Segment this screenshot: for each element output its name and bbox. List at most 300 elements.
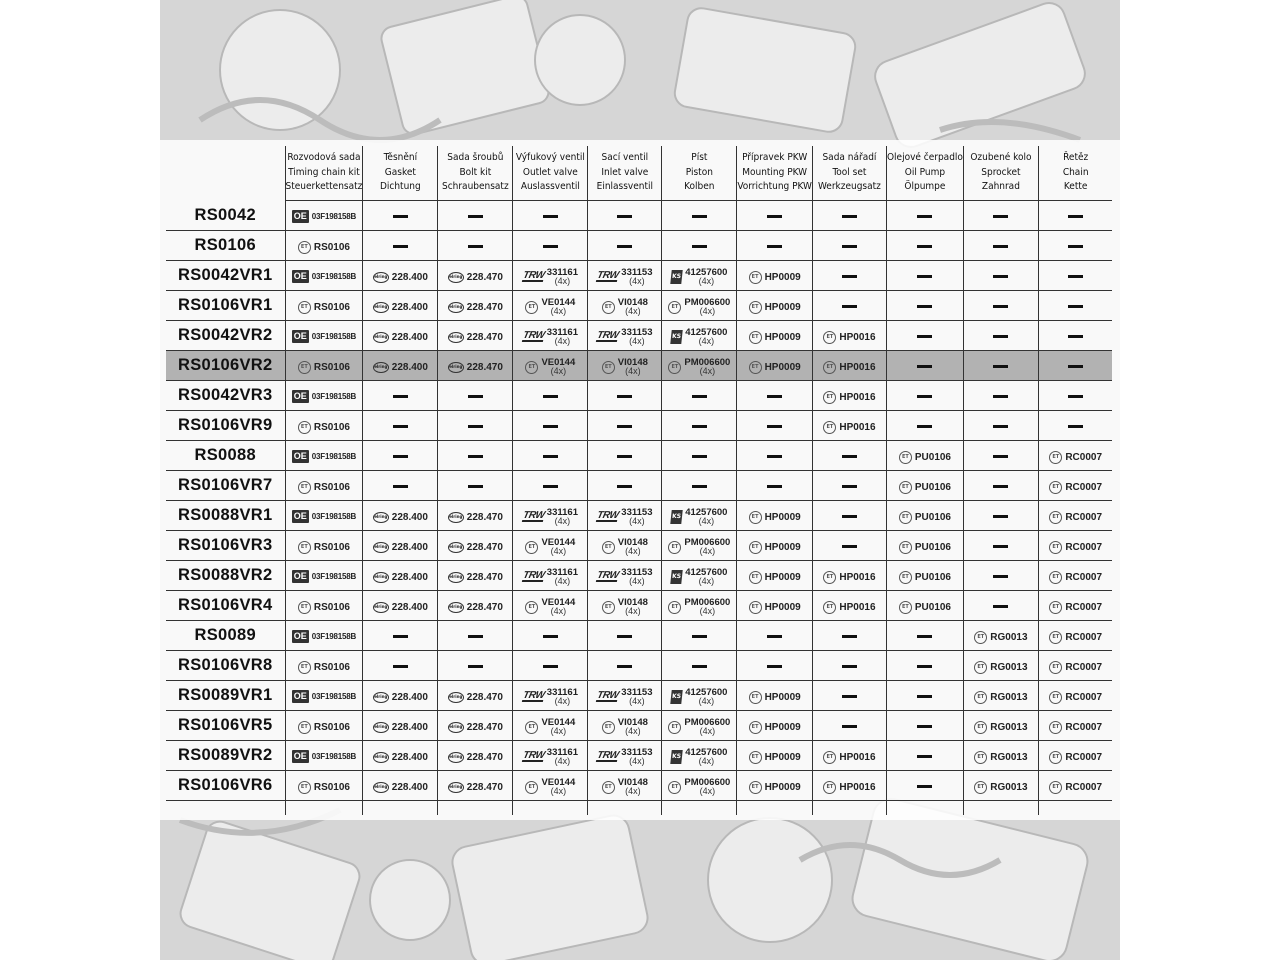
part-reference (671, 326, 727, 348)
part-number: 228.470 (466, 781, 503, 793)
part-reference (525, 296, 575, 318)
part-reference (823, 566, 875, 588)
part-cell (1038, 501, 1112, 531)
part-cell (363, 741, 438, 771)
part-cell (963, 561, 1038, 591)
tail-rule (737, 801, 813, 816)
column-header-line: Ozubené kolo (970, 152, 1032, 164)
part-cell (886, 771, 963, 801)
kit-code: RS0042 (166, 201, 285, 231)
part-cell (285, 651, 363, 681)
part-number-stack (685, 688, 727, 706)
part-reference (823, 326, 875, 348)
part-cell (438, 771, 513, 801)
part-quantity: (4x) (550, 546, 567, 557)
dash-icon (543, 665, 558, 668)
part-cell (588, 591, 662, 621)
part-quantity: (4x) (699, 726, 716, 737)
part-reference (373, 266, 428, 288)
part-cell (1038, 471, 1112, 501)
part-reference (523, 266, 578, 288)
et-logo-icon: ET (899, 451, 912, 464)
part-reference (292, 205, 356, 227)
part-cell (737, 411, 813, 441)
part-number-stack (621, 508, 652, 526)
part-reference (823, 416, 875, 438)
part-number: 331153 (621, 266, 653, 278)
part-cell (513, 621, 588, 651)
part-number: 228.470 (466, 271, 503, 283)
part-number: 331161 (546, 266, 578, 278)
part-number: HP0009 (764, 541, 801, 553)
part-number-stack (547, 328, 578, 346)
part-number-stack (547, 268, 578, 286)
et-logo-icon: ET (525, 301, 538, 314)
dash-icon (842, 275, 857, 278)
column-header-line: Oil Pump (904, 166, 946, 178)
elring-logo-icon: elring (448, 272, 464, 283)
table-row[interactable] (166, 531, 1112, 561)
part-reference (373, 356, 428, 378)
part-number-stack (684, 718, 730, 736)
part-reference (1049, 716, 1102, 738)
part-cell (438, 261, 513, 291)
part-reference (292, 505, 356, 527)
trw-logo-icon: TRW (521, 570, 546, 582)
part-number: VI0148 (617, 357, 648, 369)
part-number: HP0016 (839, 331, 876, 343)
kit-code: RS0042VR1 (166, 261, 285, 291)
part-reference (448, 746, 503, 768)
column-header-line: Píst (691, 152, 708, 164)
dash-icon (1068, 425, 1083, 428)
part-cell (1038, 441, 1112, 471)
kit-code: RS0088VR1 (166, 501, 285, 531)
dash-icon (543, 215, 558, 218)
part-reference (597, 266, 652, 288)
dash-icon (842, 635, 857, 638)
part-number: HP0009 (764, 571, 801, 583)
table-row[interactable] (166, 621, 1112, 651)
part-cell (737, 381, 813, 411)
part-number: VE0144 (541, 717, 576, 729)
dash-icon (993, 425, 1008, 428)
part-cell (363, 381, 438, 411)
part-cell (513, 201, 588, 231)
part-cell (812, 231, 886, 261)
dash-icon (617, 425, 632, 428)
part-cell (963, 681, 1038, 711)
part-number: PM006600 (684, 717, 731, 729)
oe-logo-icon: OE (293, 210, 307, 221)
elring-logo-icon: elring (448, 692, 464, 703)
part-cell (588, 561, 662, 591)
part-reference (749, 596, 801, 618)
et-logo-icon: ET (974, 691, 987, 704)
part-number: PU0106 (914, 601, 951, 613)
et-logo-icon: ET (1049, 511, 1062, 524)
table-row[interactable] (166, 441, 1112, 471)
et-logo-icon: ET (899, 541, 912, 554)
et-logo-icon: ET (974, 631, 987, 644)
part-reference (602, 596, 648, 618)
trw-logo-icon: TRW (521, 510, 546, 522)
part-cell (438, 411, 513, 441)
table-row[interactable] (166, 501, 1112, 531)
dash-icon (993, 575, 1008, 578)
part-number: 331153 (621, 506, 653, 518)
part-cell (737, 231, 813, 261)
et-logo-icon: ET (1049, 781, 1062, 794)
part-cell (363, 711, 438, 741)
part-number: 228.400 (391, 691, 428, 703)
part-cell (662, 711, 737, 741)
part-cell (285, 201, 363, 231)
part-number: RS0106 (313, 361, 350, 373)
column-header-line: Einlassventil (596, 181, 654, 193)
et-logo-icon: ET (298, 241, 311, 254)
et-logo-icon: ET (1049, 451, 1062, 464)
dash-icon (917, 365, 932, 368)
part-reference (373, 686, 428, 708)
part-number: 228.400 (391, 601, 428, 613)
dash-icon (617, 665, 632, 668)
part-reference (1049, 776, 1102, 798)
part-cell (812, 441, 886, 471)
table-row[interactable] (166, 681, 1112, 711)
part-cell (963, 621, 1038, 651)
column-header-line: Vorrichtung PKW (737, 181, 812, 193)
column-header-line: Ölpumpe (904, 181, 946, 193)
part-number: 331153 (621, 686, 653, 698)
kit-code: RS0088 (166, 441, 285, 471)
et-logo-icon: ET (899, 511, 912, 524)
part-cell (513, 771, 588, 801)
part-cell (737, 351, 813, 381)
column-header-line: Sprocket (981, 166, 1021, 178)
et-logo-icon: ET (974, 661, 987, 674)
part-reference (298, 296, 350, 318)
part-number: 228.470 (466, 541, 503, 553)
part-number: RC0007 (1065, 481, 1103, 493)
part-cell (886, 621, 963, 651)
table-row[interactable] (166, 711, 1112, 741)
elring-logo-icon: elring (448, 752, 464, 763)
tail-spacer (166, 801, 285, 816)
part-number: 228.400 (391, 781, 428, 793)
part-number-stack (547, 508, 578, 526)
part-number: RC0007 (1065, 571, 1103, 583)
part-cell (513, 681, 588, 711)
part-reference (1049, 506, 1102, 528)
part-cell (438, 621, 513, 651)
part-number: VE0144 (541, 537, 576, 549)
elring-logo-icon: elring (448, 302, 464, 313)
column-header-line: Gasket (384, 166, 416, 178)
part-quantity: (4x) (550, 306, 567, 317)
part-reference (974, 656, 1027, 678)
dash-icon (842, 215, 857, 218)
part-cell (285, 471, 363, 501)
part-cell (737, 771, 813, 801)
part-number: 228.470 (466, 301, 503, 313)
part-number: 41257600 (685, 507, 728, 518)
part-number-stack (685, 508, 727, 526)
part-number: VE0144 (541, 297, 576, 309)
table-row[interactable] (166, 201, 1112, 231)
dash-icon (842, 305, 857, 308)
part-number: 331161 (546, 506, 578, 518)
part-cell (513, 591, 588, 621)
table-row[interactable] (166, 411, 1112, 441)
part-quantity: (4x) (698, 696, 715, 706)
part-cell (513, 441, 588, 471)
part-cell (513, 321, 588, 351)
part-cell (812, 711, 886, 741)
part-reference (597, 686, 652, 708)
dash-icon (917, 425, 932, 428)
part-number: 228.470 (466, 571, 503, 583)
part-reference (602, 716, 648, 738)
elring-logo-icon: elring (373, 542, 389, 553)
kit-code: RS0042VR3 (166, 381, 285, 411)
part-cell (513, 261, 588, 291)
et-logo-icon: ET (1049, 661, 1062, 674)
part-number: RC0007 (1065, 601, 1103, 613)
part-quantity: (4x) (698, 276, 715, 286)
part-cell (812, 531, 886, 561)
part-quantity: (4x) (698, 336, 715, 346)
part-reference (298, 776, 350, 798)
table-row[interactable] (166, 351, 1112, 381)
part-reference (373, 596, 428, 618)
part-cell (662, 411, 737, 441)
et-logo-icon: ET (668, 601, 681, 614)
part-number-stack (684, 778, 730, 796)
column-header-line: Schraubensatz (442, 181, 509, 193)
part-cell (363, 501, 438, 531)
et-logo-icon: ET (602, 361, 615, 374)
part-cell (1038, 771, 1112, 801)
dash-icon (617, 455, 632, 458)
part-cell (363, 561, 438, 591)
oe-logo-icon: OE (293, 510, 307, 521)
part-quantity: (4x) (699, 786, 716, 797)
dash-icon (917, 275, 932, 278)
tail-rule (812, 801, 886, 816)
part-reference (292, 325, 356, 347)
dash-icon (393, 215, 408, 218)
part-cell (438, 561, 513, 591)
part-cell (963, 231, 1038, 261)
part-reference (448, 506, 503, 528)
column-header-8 (886, 146, 963, 201)
column-header-line: Zahnrad (981, 181, 1020, 193)
column-header-line: Tool set (832, 166, 867, 178)
table-row[interactable] (166, 741, 1112, 771)
oe-logo-icon: OE (293, 390, 307, 401)
part-cell (1038, 261, 1112, 291)
part-cell (886, 261, 963, 291)
part-number: 41257600 (685, 687, 728, 698)
table-row[interactable] (166, 231, 1112, 261)
part-reference (292, 625, 356, 647)
et-logo-icon: ET (525, 361, 538, 374)
part-number: 228.400 (391, 541, 428, 553)
column-header-1 (363, 146, 438, 201)
table-row[interactable] (166, 771, 1112, 801)
oe-logo-icon: OE (293, 450, 307, 461)
et-logo-icon: ET (1049, 601, 1062, 614)
part-cell (285, 261, 363, 291)
dash-icon (993, 305, 1008, 308)
part-cell (438, 381, 513, 411)
part-cell (737, 621, 813, 651)
part-cell (285, 681, 363, 711)
part-quantity: (4x) (554, 335, 571, 346)
trw-logo-icon: TRW (596, 510, 620, 522)
et-logo-icon: ET (823, 361, 836, 374)
part-cell (662, 771, 737, 801)
part-reference (823, 596, 875, 618)
part-number: 228.470 (466, 751, 503, 763)
table-row[interactable] (166, 471, 1112, 501)
part-cell (737, 561, 813, 591)
dash-icon (917, 395, 932, 398)
part-number: HP0016 (839, 421, 876, 433)
elring-logo-icon: elring (448, 572, 464, 583)
dash-icon (842, 245, 857, 248)
et-logo-icon: ET (1049, 691, 1062, 704)
table-row[interactable] (166, 381, 1112, 411)
table-row[interactable] (166, 591, 1112, 621)
column-header-3 (513, 146, 588, 201)
part-cell (662, 231, 737, 261)
dash-icon (468, 455, 483, 458)
part-cell (737, 711, 813, 741)
part-cell (963, 351, 1038, 381)
table-row[interactable] (166, 651, 1112, 681)
part-number: VI0148 (617, 717, 648, 729)
part-cell (963, 321, 1038, 351)
part-number: HP0016 (839, 601, 876, 613)
part-cell (438, 291, 513, 321)
part-reference (1049, 746, 1102, 768)
tail-rule (438, 801, 513, 816)
part-number: RS0106 (313, 301, 350, 313)
trw-logo-icon: TRW (521, 270, 546, 282)
part-reference (292, 745, 356, 767)
part-cell (886, 441, 963, 471)
part-reference (292, 385, 356, 407)
part-reference (602, 296, 648, 318)
part-number: 228.400 (391, 361, 428, 373)
part-number-stack (618, 298, 648, 316)
part-cell (662, 441, 737, 471)
part-cell (1038, 741, 1112, 771)
part-reference (373, 326, 428, 348)
part-number: HP0009 (764, 691, 801, 703)
part-number: 03F198158B (311, 271, 357, 281)
table-row[interactable] (166, 261, 1112, 291)
et-logo-icon: ET (974, 781, 987, 794)
part-reference (448, 326, 503, 348)
part-number: RG0013 (990, 631, 1028, 643)
part-cell (812, 561, 886, 591)
part-cell (588, 771, 662, 801)
part-cell (588, 711, 662, 741)
part-cell (886, 201, 963, 231)
dash-icon (767, 485, 782, 488)
part-cell (737, 261, 813, 291)
part-reference (671, 266, 727, 288)
part-reference (373, 506, 428, 528)
part-cell (963, 531, 1038, 561)
part-cell (886, 471, 963, 501)
part-cell (513, 561, 588, 591)
dash-icon (993, 215, 1008, 218)
part-cell (662, 471, 737, 501)
part-number-stack (685, 328, 727, 346)
part-number: 228.400 (391, 721, 428, 733)
part-cell (963, 381, 1038, 411)
table-row[interactable] (166, 291, 1112, 321)
part-reference (668, 776, 730, 798)
et-logo-icon: ET (749, 301, 762, 314)
part-reference (523, 326, 578, 348)
table-row[interactable] (166, 561, 1112, 591)
parts-table (166, 146, 1112, 815)
part-reference (899, 596, 951, 618)
part-quantity: (4x) (699, 546, 716, 557)
part-number: RC0007 (1065, 691, 1103, 703)
part-reference (525, 716, 575, 738)
part-cell (886, 501, 963, 531)
part-number: PU0106 (914, 451, 951, 463)
table-row[interactable] (166, 321, 1112, 351)
kit-code: RS0106VR4 (166, 591, 285, 621)
part-cell (438, 711, 513, 741)
et-logo-icon: ET (899, 601, 912, 614)
part-cell (588, 381, 662, 411)
part-number: 228.470 (466, 691, 503, 703)
part-reference (823, 776, 875, 798)
part-quantity: (4x) (629, 695, 645, 706)
part-cell (588, 531, 662, 561)
et-logo-icon: ET (823, 421, 836, 434)
column-header-line: Inlet valve (601, 166, 649, 178)
et-logo-icon: ET (298, 721, 311, 734)
kit-code: RS0106VR3 (166, 531, 285, 561)
tail-rule (886, 801, 963, 816)
part-cell (285, 411, 363, 441)
part-number: 331161 (546, 686, 578, 698)
part-cell (588, 291, 662, 321)
part-number-stack (684, 298, 730, 316)
part-cell (513, 291, 588, 321)
column-header-line: Outlet valve (522, 166, 578, 178)
dash-icon (543, 425, 558, 428)
part-number: RG0013 (990, 661, 1028, 673)
part-number: 228.400 (391, 301, 428, 313)
part-number: PM006600 (684, 537, 731, 549)
et-logo-icon: ET (525, 541, 538, 554)
part-cell (438, 351, 513, 381)
part-cell (812, 651, 886, 681)
part-reference (448, 686, 503, 708)
et-logo-icon: ET (298, 601, 311, 614)
dash-icon (767, 665, 782, 668)
